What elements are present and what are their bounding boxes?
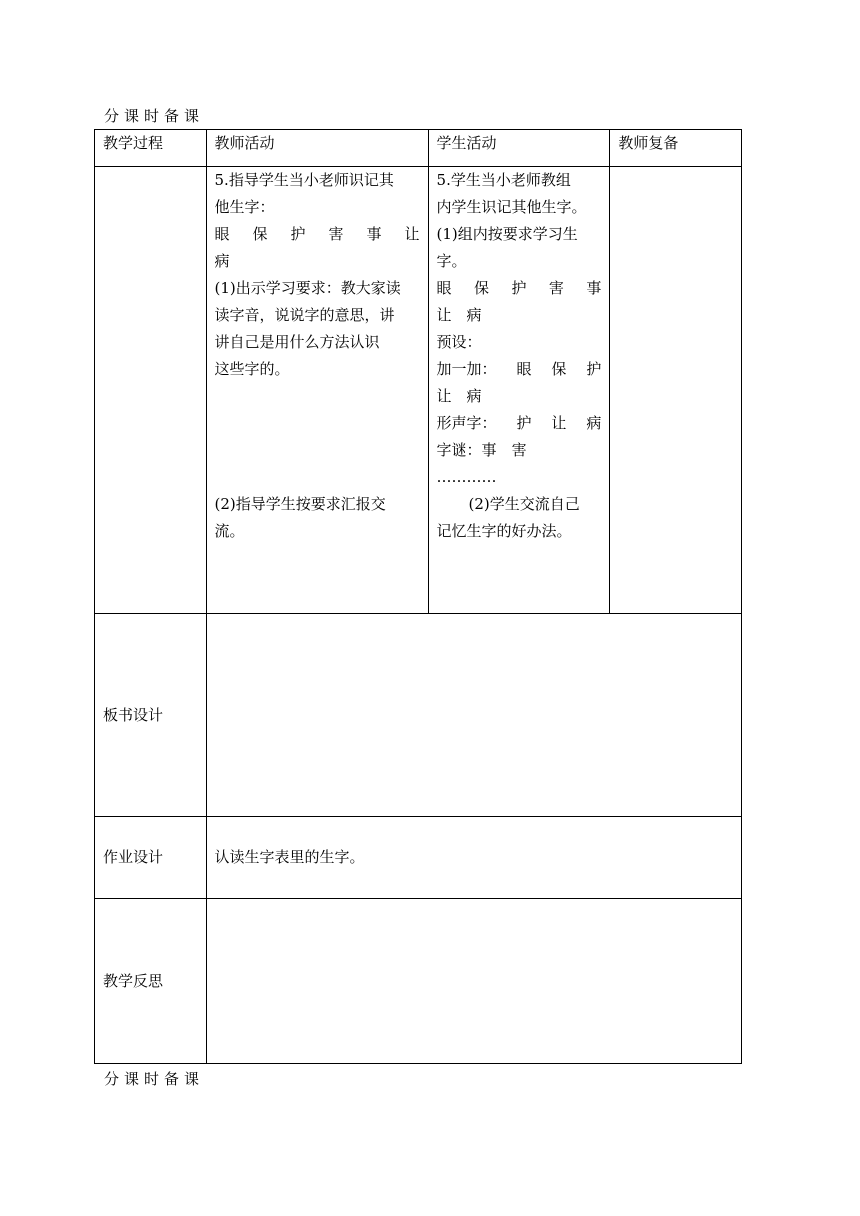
table-row: [95, 899, 742, 1064]
reflection-label: 教学反思: [95, 899, 207, 1064]
student-line: 字。: [436, 252, 467, 270]
char: 护: [516, 414, 532, 432]
reflection-cell: [206, 899, 741, 1064]
teacher-line: 讲自己是用什么方法认识: [214, 333, 380, 351]
teacher-line: 这些字的。: [214, 360, 290, 378]
char: 事: [586, 279, 602, 297]
label: 加一加：: [436, 360, 497, 378]
student-riddle-row: [437, 437, 602, 464]
table-row: [95, 817, 742, 899]
board-design-cell: [206, 614, 741, 817]
teacher-char-row: [215, 221, 420, 248]
student-line: 5.学生当小老师教组: [436, 171, 571, 189]
student-line: (1)组内按要求学习生: [436, 225, 578, 243]
label: 字谜：: [436, 441, 482, 459]
char: 让: [404, 225, 420, 243]
char: 眼: [214, 225, 230, 243]
teacher-line: 流。: [214, 522, 245, 540]
student-add-row-2: [437, 383, 602, 410]
teacher-line: 病: [214, 252, 230, 270]
student-line: (2)学生交流自己: [468, 495, 580, 513]
char: 保: [473, 279, 489, 297]
char: 眼: [516, 360, 532, 378]
teacher-activity-cell: [206, 167, 428, 614]
process-cell: [95, 167, 207, 614]
page-header: 分课时备课: [104, 107, 205, 125]
teacher-review-cell: [610, 167, 742, 614]
table-row: [95, 614, 742, 817]
header-teacher-review: 教师复备: [610, 130, 742, 167]
student-char-row: [437, 275, 602, 302]
char: 病: [586, 414, 602, 432]
homework-text: 认读生字表里的生字。: [206, 817, 741, 899]
teacher-line: (2)指导学生按要求汇报交: [214, 495, 386, 513]
teacher-line: (1)出示学习要求：教大家读: [214, 279, 401, 297]
char: 病: [466, 387, 482, 405]
label: 形声字：: [436, 414, 497, 432]
header-student-activity: 学生活动: [428, 130, 610, 167]
char: 保: [551, 360, 567, 378]
header-teacher-activity: 教师活动: [206, 130, 428, 167]
homework-label: 作业设计: [95, 817, 207, 899]
char: 害: [511, 441, 527, 459]
student-char-row-2: [437, 302, 602, 329]
table-row: [95, 167, 742, 614]
char: 病: [466, 306, 482, 324]
teacher-line: 他生字：: [214, 198, 275, 216]
char: 护: [586, 360, 602, 378]
student-line: 内学生识记其他生字。: [436, 198, 587, 216]
char: 护: [290, 225, 306, 243]
char: 事: [366, 225, 382, 243]
char: 保: [252, 225, 268, 243]
student-add-row: [437, 356, 602, 383]
student-phonetic-row: [437, 410, 602, 437]
student-activity-cell: [428, 167, 610, 614]
char: 害: [548, 279, 564, 297]
student-line: 记忆生字的好办法。: [436, 522, 572, 540]
teacher-line: 5.指导学生当小老师识记其: [214, 171, 394, 189]
char: 害: [328, 225, 344, 243]
board-design-label: 板书设计: [95, 614, 207, 817]
header-teaching-process: 教学过程: [95, 130, 207, 167]
page-footer: 分课时备课: [104, 1070, 205, 1088]
table-header-row: [95, 130, 742, 167]
lesson-plan-table: [94, 129, 742, 1064]
char: 护: [511, 279, 527, 297]
student-line: 预设：: [436, 333, 482, 351]
char: 让: [436, 387, 452, 405]
spacer: [215, 383, 420, 491]
ellipsis: …………: [436, 468, 497, 486]
teacher-line: 读字音，说说字的意思，讲: [214, 306, 395, 324]
char: 眼: [436, 279, 452, 297]
char: 事: [481, 441, 497, 459]
char: 让: [436, 306, 452, 324]
char: 让: [551, 414, 567, 432]
